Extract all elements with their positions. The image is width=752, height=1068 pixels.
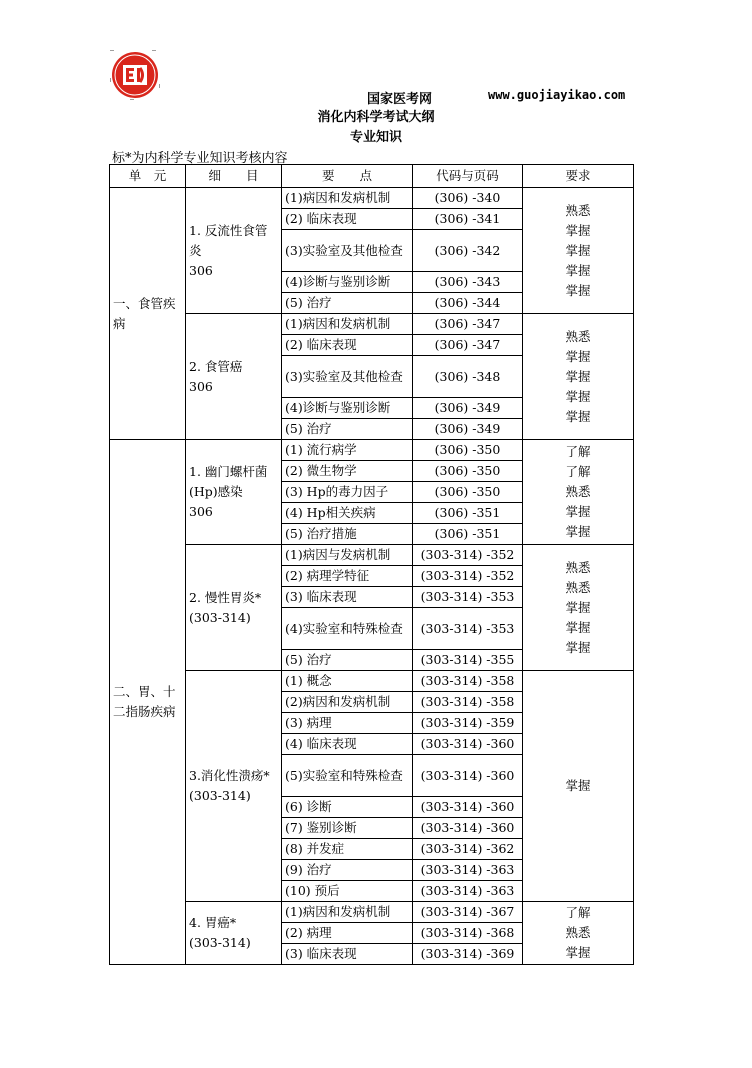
detail-cell: 1. 幽门螺杆菌(Hp)感染 306 [186,440,282,545]
code-cell: (306) -349 [413,419,523,440]
point-cell: (1)病因和发病机制 [282,902,413,923]
code-cell: (303-314) -363 [413,881,523,902]
code-cell: (303-314) -358 [413,671,523,692]
code-cell: (306) -342 [413,230,523,272]
syllabus-table [109,164,634,965]
requirement-cell: 掌握 [523,671,634,902]
table-row [110,314,634,335]
point-cell: (4)诊断与鉴别诊断 [282,398,413,419]
table-row [110,902,634,923]
point-cell: (1)病因和发病机制 [282,314,413,335]
detail-cell: 1. 反流性食管炎 306 [186,188,282,314]
point-cell: (2) 微生物学 [282,461,413,482]
point-cell: (7) 鉴别诊断 [282,818,413,839]
code-cell: (303-314) -353 [413,608,523,650]
code-cell: (303-314) -353 [413,587,523,608]
requirement-cell: 熟悉 熟悉 掌握 掌握 掌握 [523,545,634,671]
point-cell: (4)实验室和特殊检查 [282,608,413,650]
point-cell: (5)实验室和特殊检查 [282,755,413,797]
code-cell: (306) -347 [413,314,523,335]
point-cell: (4) 临床表现 [282,734,413,755]
detail-cell: 3.消化性溃疡* (303-314) [186,671,282,902]
code-cell: (303-314) -360 [413,818,523,839]
code-cell: (306) -351 [413,524,523,545]
page-subtitle: 专业知识 [349,130,402,145]
code-cell: (306) -350 [413,482,523,503]
code-cell: (303-314) -368 [413,923,523,944]
code-cell: (303-314) -359 [413,713,523,734]
point-cell: (4) Hp相关疾病 [282,503,413,524]
page-title: 消化内科学考试大纲 [317,110,435,125]
code-cell: (306) -343 [413,272,523,293]
code-cell: (303-314) -358 [413,692,523,713]
requirement-cell: 了解 了解 熟悉 掌握 掌握 [523,440,634,545]
header-points: 要 点 [282,165,413,188]
requirement-cell: 熟悉 掌握 掌握 掌握 掌握 [523,188,634,314]
header-requirement: 要求 [523,165,634,188]
detail-cell: 4. 胃癌* (303-314) [186,902,282,965]
code-cell: (303-314) -362 [413,839,523,860]
point-cell: (3)实验室及其他检查 [282,230,413,272]
code-cell: (303-314) -352 [413,545,523,566]
header-detail: 细 目 [186,165,282,188]
point-cell: (8) 并发症 [282,839,413,860]
point-cell: (3) 临床表现 [282,944,413,965]
code-cell: (303-314) -360 [413,734,523,755]
code-cell: (303-314) -355 [413,650,523,671]
point-cell: (3) Hp的毒力因子 [282,482,413,503]
site-url[interactable]: www.guojiayikao.com [488,88,626,102]
code-cell: (306) -350 [413,461,523,482]
requirement-cell: 熟悉 掌握 掌握 掌握 掌握 [523,314,634,440]
point-cell: (1) 概念 [282,671,413,692]
code-cell: (303-314) -352 [413,566,523,587]
point-cell: (1)病因和发病机制 [282,188,413,209]
point-cell: (3)实验室及其他检查 [282,356,413,398]
point-cell: (2) 病理 [282,923,413,944]
point-cell: (9) 治疗 [282,860,413,881]
code-cell: (306) -341 [413,209,523,230]
site-logo [110,50,160,100]
detail-cell: 2. 慢性胃炎* (303-314) [186,545,282,671]
table-note: 标*为内科学专业知识考核内容 [112,151,288,166]
header-unit: 单 元 [110,165,186,188]
point-cell: (5) 治疗措施 [282,524,413,545]
table-row [110,440,634,461]
table-row [110,545,634,566]
detail-cell: 2. 食管癌 306 [186,314,282,440]
code-cell: (303-314) -360 [413,755,523,797]
unit-cell: 一、食管疾病 [110,188,186,440]
table-header-row [110,165,634,188]
code-cell: (303-314) -363 [413,860,523,881]
unit-cell: 二、胃、十二指肠疾病 [110,440,186,965]
point-cell: (1) 流行病学 [282,440,413,461]
point-cell: (1)病因与发病机制 [282,545,413,566]
code-cell: (303-314) -360 [413,797,523,818]
point-cell: (2) 临床表现 [282,209,413,230]
point-cell: (2) 病理学特征 [282,566,413,587]
header-code: 代码与页码 [413,165,523,188]
code-cell: (306) -340 [413,188,523,209]
code-cell: (306) -344 [413,293,523,314]
point-cell: (2)病因和发病机制 [282,692,413,713]
code-cell: (306) -351 [413,503,523,524]
site-name: 国家医考网 [367,92,433,107]
point-cell: (4)诊断与鉴别诊断 [282,272,413,293]
point-cell: (3) 临床表现 [282,587,413,608]
point-cell: (6) 诊断 [282,797,413,818]
code-cell: (306) -349 [413,398,523,419]
table-row [110,671,634,692]
table-row [110,188,634,209]
point-cell: (2) 临床表现 [282,335,413,356]
point-cell: (5) 治疗 [282,293,413,314]
code-cell: (306) -350 [413,440,523,461]
point-cell: (10) 预后 [282,881,413,902]
code-cell: (303-314) -367 [413,902,523,923]
point-cell: (5) 治疗 [282,650,413,671]
requirement-cell: 了解 熟悉 掌握 [523,902,634,965]
code-cell: (303-314) -369 [413,944,523,965]
code-cell: (306) -348 [413,356,523,398]
table-body [110,188,634,965]
point-cell: (3) 病理 [282,713,413,734]
code-cell: (306) -347 [413,335,523,356]
point-cell: (5) 治疗 [282,419,413,440]
